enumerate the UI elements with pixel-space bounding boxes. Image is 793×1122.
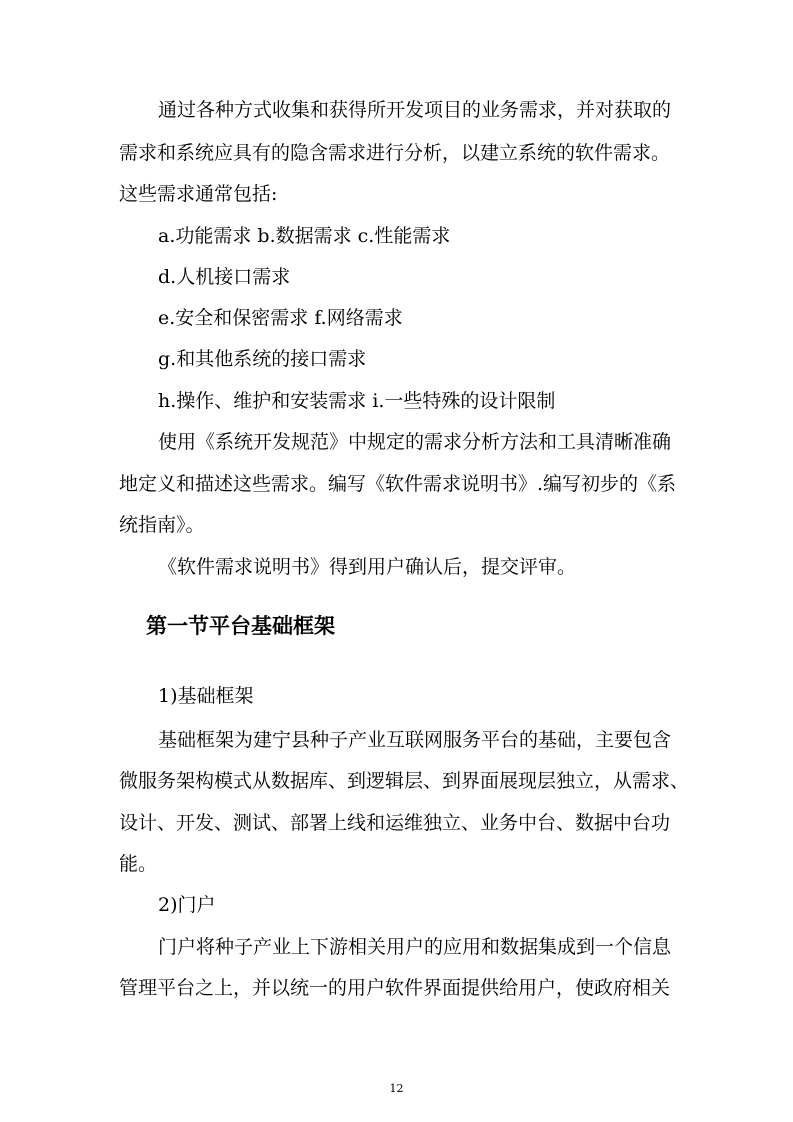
list-item: e.安全和保密需求 f.网络需求: [158, 307, 403, 329]
paragraph-line: 这些需求通常包括:: [119, 183, 278, 205]
paragraph-line: 地定义和描述这些需求。编写《软件需求说明书》.编写初步的《系: [119, 473, 677, 495]
paragraph-line: 基础框架为建宁县种子产业互联网服务平台的基础，主要包含: [158, 729, 672, 751]
paragraph-line: 门户将种子产业上下游相关用户的应用和数据集成到一个信息: [158, 936, 672, 958]
paragraph-line: 微服务架构模式从数据库、到逻辑层、到界面展现层独立，从需求、: [119, 770, 690, 792]
list-item: g.和其他系统的接口需求: [158, 348, 367, 370]
paragraph-line: 使用《系统开发规范》中规定的需求分析方法和工具清晰准确: [158, 431, 672, 453]
paragraph-line: 《软件需求说明书》得到用户确认后，提交评审。: [158, 556, 577, 578]
paragraph-line: 设计、开发、测试、部署上线和运维独立、业务中台、数据中台功: [119, 812, 671, 834]
item-title: 1)基础框架: [158, 685, 254, 707]
paragraph-line: 管理平台之上，并以统一的用户软件界面提供给用户，使政府相关: [119, 977, 671, 999]
paragraph-line: 能。: [119, 853, 158, 875]
list-item: d.人机接口需求: [158, 266, 291, 288]
paragraph-line: 需求和系统应具有的隐含需求进行分析，以建立系统的软件需求。: [119, 142, 671, 164]
section-heading: 第一节平台基础框架: [146, 614, 335, 638]
paragraph-line: 统指南》。: [119, 514, 205, 536]
list-item: h.操作、维护和安装需求 i.一些特殊的设计限制: [158, 390, 556, 412]
item-title: 2)门户: [158, 894, 216, 916]
list-item: a.功能需求 b.数据需求 c.性能需求: [158, 225, 451, 247]
page-number: 12: [389, 1082, 404, 1095]
paragraph-line: 通过各种方式收集和获得所开发项目的业务需求，并对获取的: [158, 99, 672, 121]
